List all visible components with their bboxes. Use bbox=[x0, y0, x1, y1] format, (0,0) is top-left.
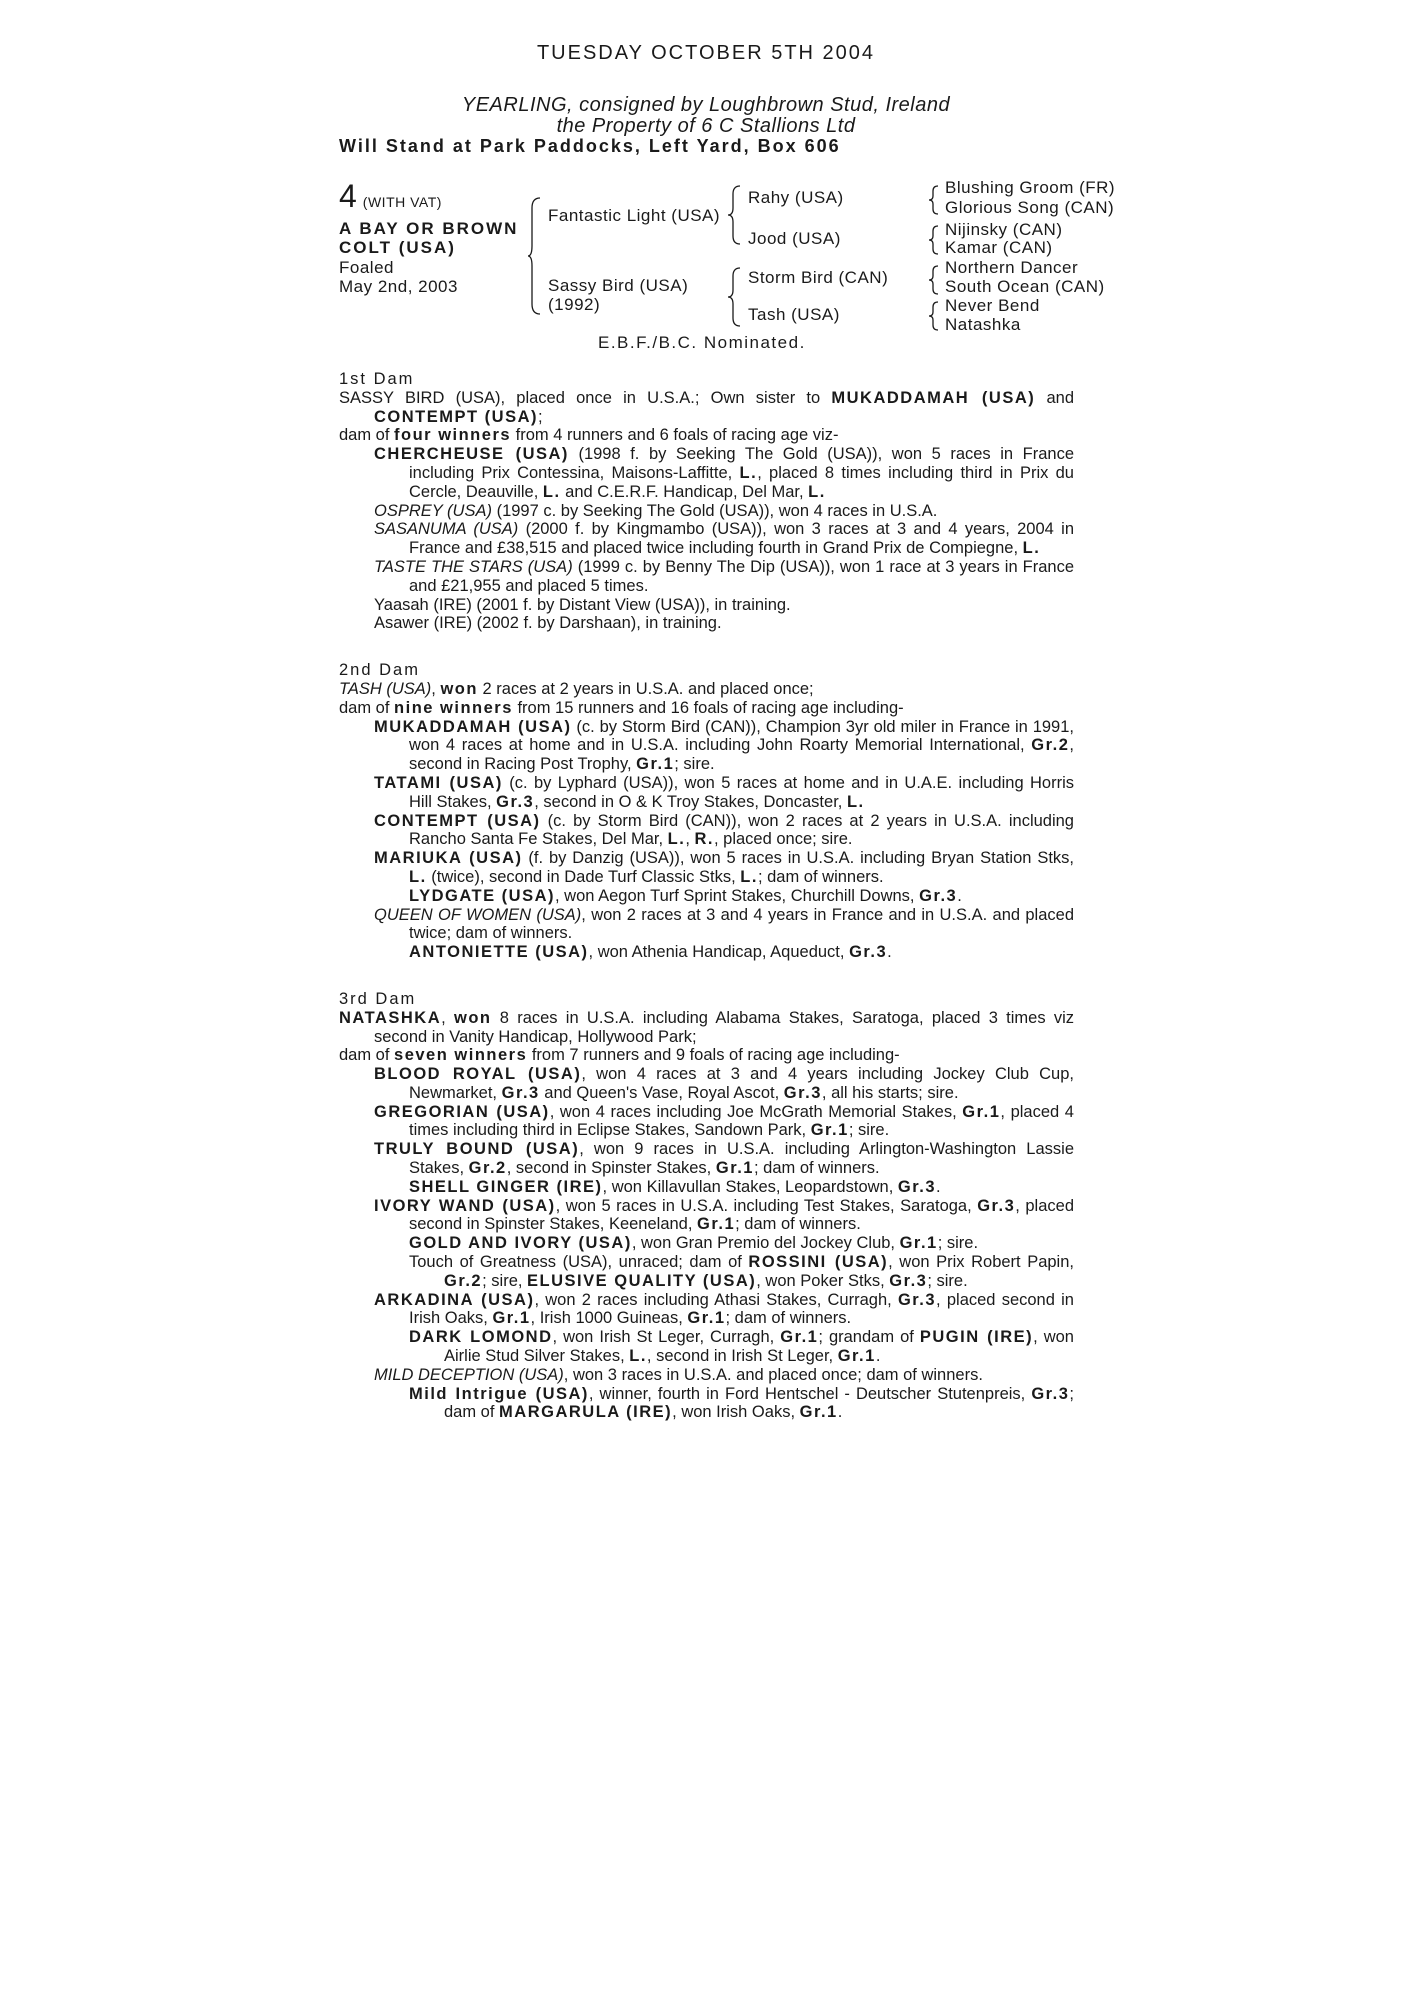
pedigree-brace-main bbox=[528, 196, 542, 316]
stand-location: Will Stand at Park Paddocks, Left Yard, Box 606 bbox=[339, 136, 841, 156]
sale-date: TUESDAY OCTOBER 5TH 2004 bbox=[536, 42, 876, 64]
pedigree-dam-sire: Storm Bird (CAN) bbox=[748, 268, 889, 287]
second-dam-summary: TASH (USA), won 2 races at 2 years in U.S.A. and placed once; bbox=[339, 679, 814, 698]
produce-entry: ANTONIETTE (USA), won Athenia Handicap, Aqueduct, Gr.3. bbox=[409, 943, 892, 962]
third-dam-summary: NATASHKA, won 8 races in U.S.A. including Alabama Stakes, Saratoga, placed 3 times viz second in Vanity Handicap, Hollywood Park; bbox=[339, 1008, 1074, 1046]
produce-entry: GREGORIAN (USA), won 4 races including Joe McGrath Memorial Stakes, Gr.1, placed 4 times including third in Eclipse Stakes, Sandown Park, Gr.1; sire. bbox=[374, 1102, 1074, 1140]
pedigree-dam: Sassy Bird (USA) (1992) bbox=[548, 276, 689, 314]
ebf-nomination: E.B.F./B.C. Nominated. bbox=[598, 333, 806, 352]
produce-entry: MILD DECEPTION (USA), won 3 races in U.S.A. and placed once; dam of winners. bbox=[374, 1365, 983, 1384]
produce-entry: SASANUMA (USA) (2000 f. by Kingmambo (USA)), won 3 races at 3 and 4 years, 2004 in France and £38,515 and placed twice including fourth in Grand Prix de Compiegne, L. bbox=[374, 520, 1074, 558]
foaled-info bbox=[339, 258, 458, 296]
produce-entry: TASTE THE STARS (USA) (1999 c. by Benny The Dip (USA)), won 1 race at 3 years in France and £21,955 and placed 5 times. bbox=[374, 557, 1075, 595]
pedigree-g3: Nijinsky (CAN) bbox=[945, 220, 1063, 239]
produce-entry: IVORY WAND (USA), won 5 races in U.S.A. including Test Stakes, Saratoga, Gr.3, placed second in Spinster Stakes, Keeneland, Gr.1; dam of winners. bbox=[374, 1196, 1074, 1234]
produce-entry: CHERCHEUSE (USA) (1998 f. by Seeking The Gold (USA)), won 5 races in France including Prix Contessina, Maisons-Laffitte, L., placed 8 times including third in Prix du Cercle, Deauville, L. and C.E.R.F. Handicap, Del Mar, L. bbox=[374, 445, 1074, 501]
pedigree-g2: Glorious Song (CAN) bbox=[945, 198, 1115, 217]
third-dam-produce: dam of seven winners from 7 runners and 9 foals of racing age including- bbox=[339, 1046, 900, 1065]
produce-entry: Touch of Greatness (USA), unraced; dam of ROSSINI (USA), won Prix Robert Papin, Gr.2; sire, ELUSIVE QUALITY (USA), won Poker Stks, Gr.3; sire. bbox=[409, 1253, 1074, 1290]
pedigree-dam-dam: Tash (USA) bbox=[748, 305, 840, 324]
produce-entry: ARKADINA (USA), won 2 races including Athasi Stakes, Curragh, Gr.3, placed second in Irish Oaks, Gr.1, Irish 1000 Guineas, Gr.1; dam of winners. bbox=[374, 1290, 1074, 1328]
produce-entry: MUKADDAMAH (USA) (c. by Storm Bird (CAN)), Champion 3yr old miler in France in 1991, won 4 races at home and in U.S.A. including John Roarty Memorial International, Gr.2, second in Racing Post Trophy, Gr.1; sire. bbox=[374, 717, 1074, 774]
pedigree-g7: Never Bend bbox=[945, 296, 1040, 315]
foaled-date: May 2nd, 2003 bbox=[339, 277, 458, 296]
lot-number: 4 bbox=[339, 178, 357, 214]
pedigree-g1: Blushing Groom (FR) bbox=[945, 178, 1116, 197]
produce-entry: DARK LOMOND, won Irish St Leger, Curragh, Gr.1; grandam of PUGIN (IRE), won Airlie Stud Silver Stakes, L., second in Irish St Leger, Gr.1. bbox=[409, 1328, 1074, 1366]
produce-entry: LYDGATE (USA), won Aegon Turf Sprint Stakes, Churchill Downs, Gr.3. bbox=[409, 886, 962, 905]
pedigree-brace-g2 bbox=[928, 224, 940, 256]
pedigree-sire-dam: Jood (USA) bbox=[748, 229, 841, 248]
foaled-label: Foaled bbox=[339, 258, 394, 277]
first-dam-summary: SASSY BIRD (USA), placed once in U.S.A.; Own sister to MUKADDAMAH (USA) and CONTEMPT (USA); bbox=[339, 388, 1074, 426]
pedigree-brace-sire bbox=[728, 184, 742, 246]
pedigree-brace-g4 bbox=[928, 300, 940, 332]
pedigree-g5: Northern Dancer bbox=[945, 258, 1079, 277]
first-dam-produce: dam of four winners from 4 runners and 6 foals of racing age viz- bbox=[339, 426, 839, 445]
pedigree-brace-g1 bbox=[928, 184, 940, 216]
horse-description bbox=[339, 219, 518, 257]
pedigree-g4: Kamar (CAN) bbox=[945, 238, 1053, 257]
horse-line-1: A BAY OR BROWN bbox=[339, 219, 519, 238]
pedigree-g6: South Ocean (CAN) bbox=[945, 277, 1105, 296]
third-dam-title: 3rd Dam bbox=[339, 989, 417, 1008]
produce-entry: CONTEMPT (USA) (c. by Storm Bird (CAN)), won 2 races at 2 years in U.S.A. including Rancho Santa Fe Stakes, Del Mar, L., R., placed once; sire. bbox=[374, 811, 1074, 849]
first-dam-title: 1st Dam bbox=[339, 370, 415, 388]
second-dam-produce: dam of nine winners from 15 runners and 16 foals of racing age including- bbox=[339, 698, 904, 717]
lot-heading bbox=[339, 178, 442, 215]
produce-entry: TRULY BOUND (USA), won 9 races in U.S.A. including Arlington-Washington Lassie Stakes, Gr.2, second in Spinster Stakes, Gr.1; dam of winners. bbox=[374, 1140, 1074, 1178]
pedigree-sire-sire: Rahy (USA) bbox=[748, 188, 844, 207]
produce-entry: QUEEN OF WOMEN (USA), won 2 races at 3 and 4 years in France and in U.S.A. and placed twice; dam of winners. bbox=[374, 905, 1074, 943]
property-line: the Property of 6 C Stallions Ltd bbox=[556, 115, 856, 137]
second-dam-title: 2nd Dam bbox=[339, 661, 420, 680]
horse-line-2: COLT (USA) bbox=[339, 238, 456, 257]
produce-entry: MARIUKA (USA) (f. by Danzig (USA)), won 5 races in U.S.A. including Bryan Station Stks, L. (twice), second in Dade Turf Classic Stks, L.; dam of winners. bbox=[374, 849, 1074, 886]
vat-note: (WITH VAT) bbox=[362, 194, 442, 210]
produce-entry: TATAMI (USA) (c. by Lyphard (USA)), won 5 races at home and in U.A.E. including Horris Hill Stakes, Gr.3, second in O & K Troy Stakes, Doncaster, L. bbox=[374, 773, 1074, 811]
consignor-line: YEARLING, consigned by Loughbrown Stud, Ireland bbox=[461, 94, 951, 116]
produce-entry: BLOOD ROYAL (USA), won 4 races at 3 and 4 years including Jockey Club Cup, Newmarket, Gr.3 and Queen's Vase, Royal Ascot, Gr.3, all his starts; sire. bbox=[374, 1065, 1074, 1102]
produce-entry: Mild Intrigue (USA), winner, fourth in Ford Hentschel - Deutscher Stutenpreis, Gr.3; dam of MARGARULA (IRE), won Irish Oaks, Gr.1. bbox=[409, 1384, 1075, 1422]
produce-entry: Yaasah (IRE) (2001 f. by Distant View (USA)), in training. bbox=[374, 595, 791, 614]
pedigree-g8: Natashka bbox=[945, 315, 1021, 334]
produce-entry: GOLD AND IVORY (USA), won Gran Premio del Jockey Club, Gr.1; sire. bbox=[409, 1234, 979, 1253]
pedigree-brace-dam bbox=[728, 266, 742, 328]
pedigree-sire: Fantastic Light (USA) bbox=[548, 206, 721, 225]
catalogue-body bbox=[339, 370, 1074, 1422]
produce-entry: OSPREY (USA) (1997 c. by Seeking The Gold (USA)), won 4 races in U.S.A. bbox=[374, 501, 938, 520]
pedigree-brace-g3 bbox=[928, 264, 940, 296]
produce-entry: SHELL GINGER (IRE), won Killavullan Stakes, Leopardstown, Gr.3. bbox=[409, 1177, 941, 1196]
produce-entry: Asawer (IRE) (2002 f. by Darshaan), in training. bbox=[374, 614, 722, 633]
